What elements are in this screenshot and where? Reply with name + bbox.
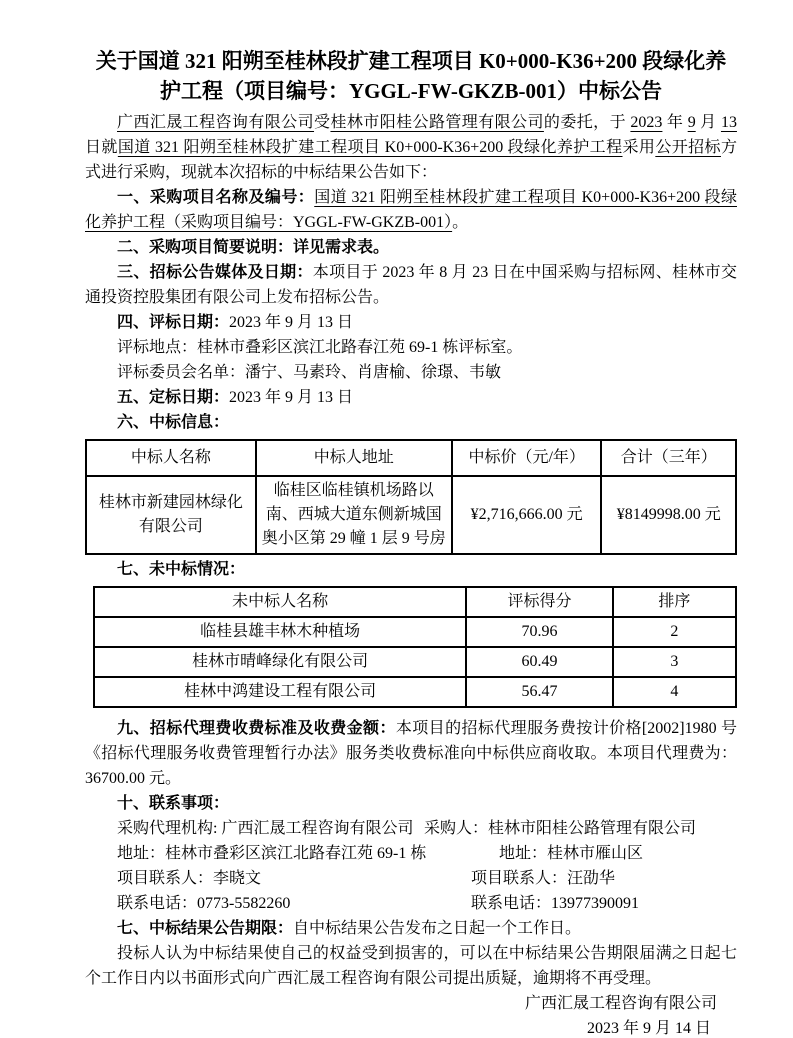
loser-cell-score: 70.96 xyxy=(466,617,612,647)
page-title xyxy=(85,46,737,106)
loser-cell-score: 60.49 xyxy=(466,647,612,677)
winner-cell-address: 临桂区临桂镇机场路以南、西城大道东侧新城国奥小区第 29 幢 1 层 9 号房 xyxy=(256,476,452,554)
eval-committee-line: 评标委员会名单：潘宁、马素玲、肖唐榆、徐璟、韦敏 xyxy=(117,364,502,381)
winner-table-row xyxy=(86,476,736,554)
contact-purchaser-right: 采购人：桂林市阳桂公路管理有限公司 xyxy=(424,820,697,837)
loser-header-name: 未中标人名称 xyxy=(94,587,466,617)
loser-cell-rank: 4 xyxy=(613,677,736,707)
section-10-contact xyxy=(85,791,737,816)
contact-person-left: 项目联系人：李晓文 xyxy=(117,870,262,887)
section-5-award-date xyxy=(85,385,737,410)
winner-header-price: 中标价（元/年） xyxy=(452,440,602,476)
section-1-project-underlined: 国道 321 阳朔至桂林段扩建工程项目 K0+000-K36+200 段绿化养护工程（采购项目编号：YGGL-FW-GKZB-001） xyxy=(85,189,737,231)
section-2-text: 详见需求表。 xyxy=(293,239,390,256)
bid-method-underlined: 公开招标 xyxy=(655,139,721,156)
section-9-agency-fee xyxy=(85,716,737,791)
section-7b-label: 七、中标结果公告期限： xyxy=(117,920,294,937)
intro-text: 方式进行采购，现就本次招标的中标结果公告如下： xyxy=(85,139,737,181)
section-3-label: 三、招标公告媒体及日期： xyxy=(117,264,313,281)
project-name-underlined: 国道 321 阳朔至桂林段扩建工程项目 K0+000-K36+200 段绿化养护工程 xyxy=(117,139,623,156)
loser-table-row xyxy=(94,677,736,707)
loser-cell-rank: 2 xyxy=(613,617,736,647)
contact-address-left: 地址：桂林市叠彩区滨江北路春江苑 69-1 栋 xyxy=(117,845,427,862)
winner-table-header-row xyxy=(86,440,736,476)
contact-phone-right: 联系电话：13977390091 xyxy=(471,895,640,912)
winner-header-address: 中标人地址 xyxy=(256,440,452,476)
winner-cell-price: ¥2,716,666.00 元 xyxy=(452,476,602,554)
section-7b-announcement-period xyxy=(85,916,737,941)
month-underlined: 9 xyxy=(687,114,696,131)
winner-header-total: 合计（三年） xyxy=(601,440,736,476)
section-9-label: 九、招标代理费收费标准及收费金额： xyxy=(117,720,396,737)
loser-header-rank: 排序 xyxy=(613,587,736,617)
section-7-label: 七、未中标情况： xyxy=(117,561,246,578)
loser-table-row xyxy=(94,647,736,677)
year-underlined: 2023 xyxy=(630,114,663,131)
winner-header-name: 中标人名称 xyxy=(86,440,256,476)
contact-row-phone xyxy=(85,891,737,916)
contact-phone-left: 联系电话：0773-5582260 xyxy=(117,895,291,912)
loser-table-row xyxy=(94,617,736,647)
title-line-1: 关于国道 321 阳朔至桂林段扩建工程项目 K0+000-K36+200 段绿化养 xyxy=(95,49,727,73)
section-3-text: 本项目于 2023 年 8 月 23 日在中国采购与招标网、桂林市交通投资控股集团有限公司上发布招标公告。 xyxy=(85,264,737,306)
section-10-label: 十、联系事项： xyxy=(117,795,230,812)
contact-row-agency xyxy=(85,816,737,841)
section-7-losers xyxy=(85,557,737,582)
intro-text: 年 xyxy=(662,114,688,131)
contact-agency-left: 采购代理机构: 广西汇晟工程咨询有限公司 xyxy=(117,820,414,837)
section-7b-text: 自中标结果公告发布之日起一个工作日。 xyxy=(293,920,582,937)
loser-cell-name: 桂林中鸿建设工程有限公司 xyxy=(94,677,466,707)
agency-name-underlined: 广西汇晟工程咨询有限公司 xyxy=(117,114,315,131)
section-4-label: 四、评标日期： xyxy=(117,314,230,331)
winner-cell-name: 桂林市新建园林绿化有限公司 xyxy=(86,476,256,554)
loser-table-header-row xyxy=(94,587,736,617)
section-4-eval-date xyxy=(85,310,737,335)
contact-row-address xyxy=(85,841,737,866)
section-5-text: 2023 年 9 月 13 日 xyxy=(229,389,354,406)
intro-text: 受 xyxy=(314,114,331,131)
section-6-award-info xyxy=(85,410,737,435)
section-5-label: 五、定标日期： xyxy=(117,389,230,406)
contact-person-right: 项目联系人：汪劭华 xyxy=(471,870,616,887)
section-2-brief xyxy=(85,235,737,260)
contact-address-right: 地址：桂林市雁山区 xyxy=(499,845,644,862)
eval-place-line: 评标地点：桂林市叠彩区滨江北路春江苑 69-1 栋评标室。 xyxy=(117,339,523,356)
loser-table xyxy=(93,586,737,708)
objection-paragraph: 投标人认为中标结果使自己的权益受到损害的，可以在中标结果公告期限届满之日起七个工作日内以书面形式向广西汇晟工程咨询有限公司提出质疑，逾期将不再受理。 xyxy=(85,945,737,987)
intro-text: 的委托，于 xyxy=(543,114,631,131)
section-1-project-name xyxy=(85,185,737,235)
title-line-2: 护工程（项目编号：YGGL-FW-GKZB-001）中标公告 xyxy=(159,79,663,103)
signature-company: 广西汇晟工程咨询有限公司 xyxy=(524,995,717,1012)
contact-row-person xyxy=(85,866,737,891)
loser-cell-score: 56.47 xyxy=(466,677,612,707)
section-1-tail: 。 xyxy=(452,214,469,231)
loser-cell-name: 桂林市晴峰绿化有限公司 xyxy=(94,647,466,677)
loser-header-score: 评标得分 xyxy=(466,587,612,617)
intro-paragraph xyxy=(85,110,737,185)
winner-cell-total: ¥8149998.00 元 xyxy=(601,476,736,554)
section-3-media-date xyxy=(85,260,737,310)
purchaser-name-underlined: 桂林市阳桂公路管理有限公司 xyxy=(330,114,544,131)
intro-text: 采用 xyxy=(622,139,656,156)
section-4-text: 2023 年 9 月 13 日 xyxy=(229,314,354,331)
day-underlined: 13 xyxy=(720,114,737,131)
loser-cell-rank: 3 xyxy=(613,647,736,677)
winner-table xyxy=(85,439,737,555)
section-2-label: 二、采购项目简要说明： xyxy=(117,239,294,256)
signature-date: 2023 年 9 月 14 日 xyxy=(586,1020,711,1037)
loser-cell-name: 临桂县雄丰林木种植场 xyxy=(94,617,466,647)
intro-text: 月 xyxy=(695,114,721,131)
section-1-label: 一、采购项目名称及编号： xyxy=(117,189,315,206)
intro-text: 日就 xyxy=(85,139,118,156)
section-6-label: 六、中标信息： xyxy=(117,414,230,431)
section-9-text: 本项目的招标代理服务费按计价格[2002]1980 号《招标代理服务收费管理暂行办法》服务类收费标准向中标供应商收取。本项目代理费为：36700.00 元。 xyxy=(85,720,737,787)
